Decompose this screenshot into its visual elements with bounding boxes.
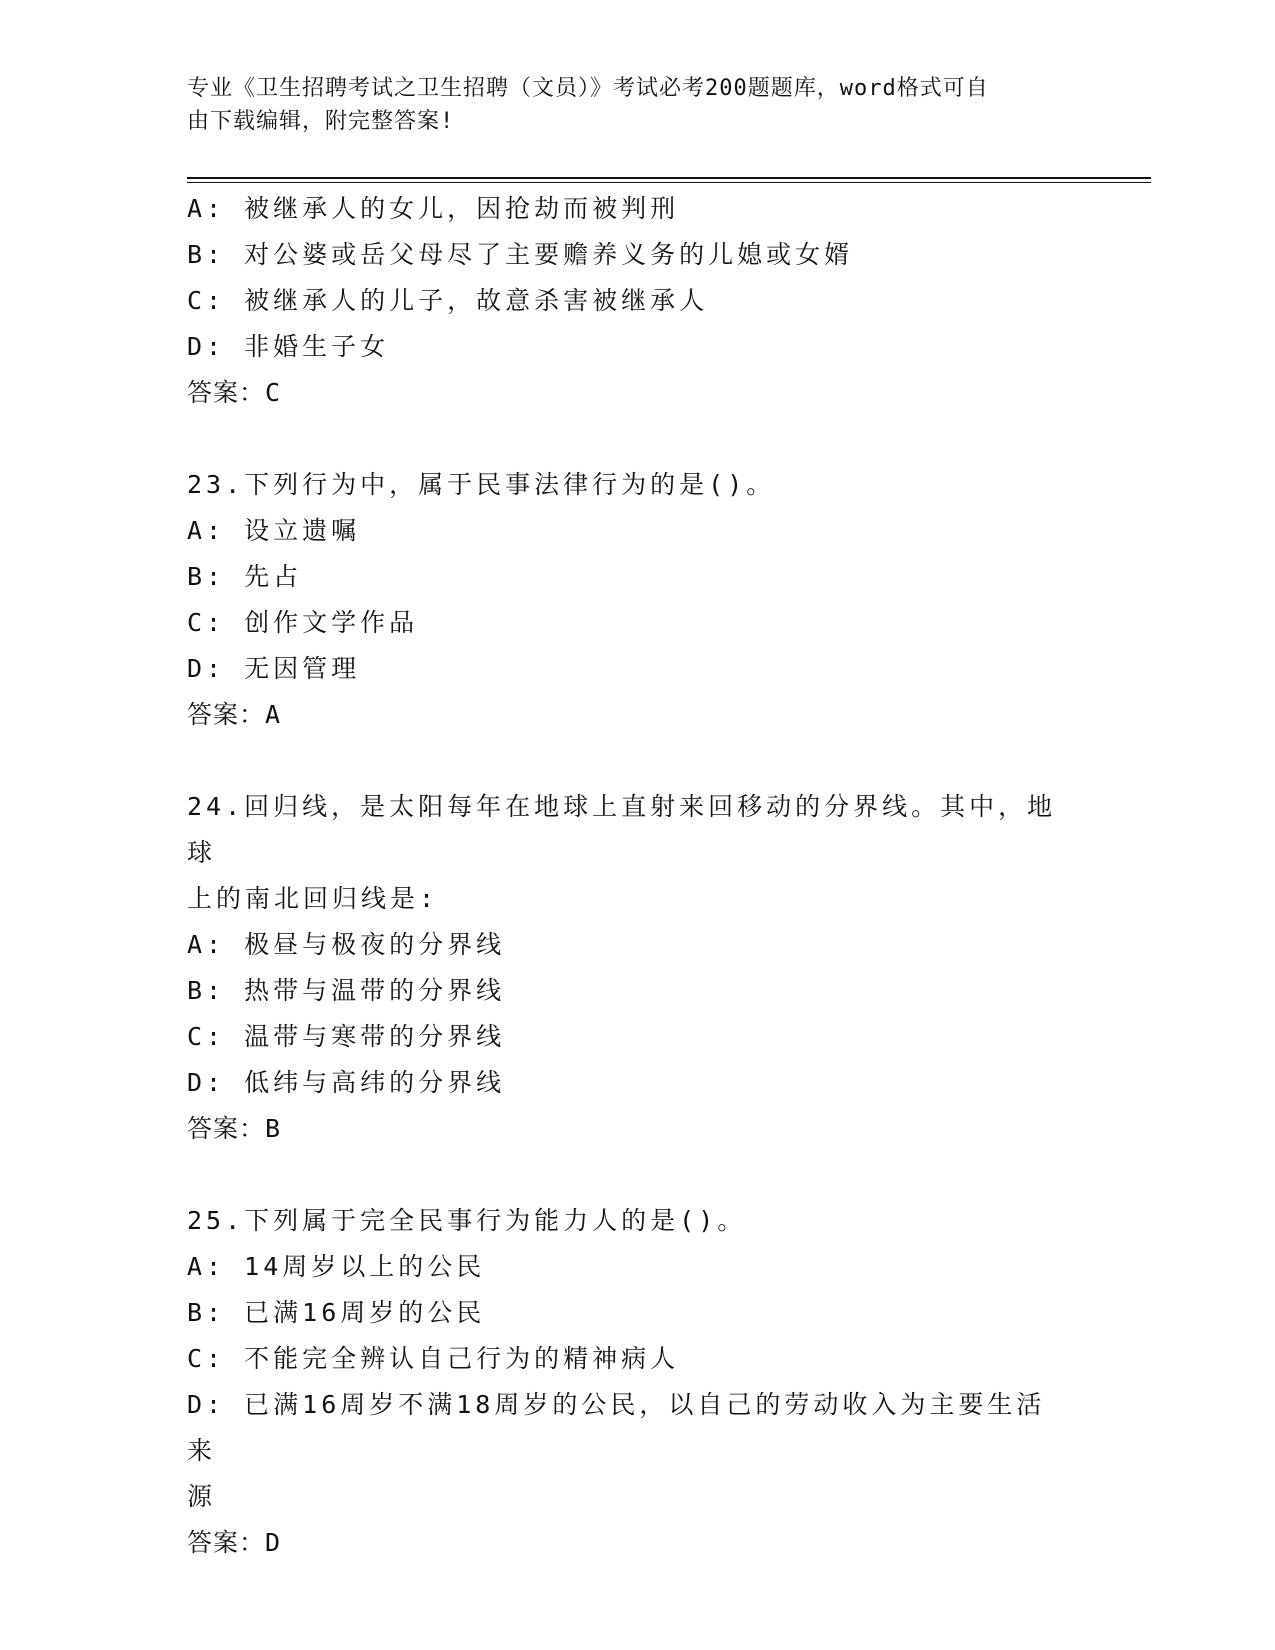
- question-23: [187, 462, 1067, 738]
- question-list: [187, 186, 1067, 1566]
- question-24: [187, 784, 1067, 1152]
- option-b: B: 热带与温带的分界线: [187, 976, 506, 1005]
- option-a: A: 设立遗嘱: [187, 516, 361, 545]
- option-d: D: 无因管理: [187, 654, 361, 683]
- option-a: A: 被继承人的女儿，因抢劫而被判刑: [187, 194, 680, 223]
- question-stem-line-2: 上的南北回归线是:: [187, 884, 439, 913]
- question-stem-line-1: 24.回归线，是太阳每年在地球上直射来回移动的分界线。其中，地球: [187, 792, 1057, 867]
- header-divider-thick: [187, 177, 1151, 179]
- option-c: C: 不能完全辨认自己行为的精神病人: [187, 1344, 680, 1373]
- header-divider-thin: [187, 182, 1151, 183]
- question-25: [187, 1198, 1067, 1566]
- option-b: B: 已满16周岁的公民: [187, 1298, 486, 1327]
- answer: 答案：B: [187, 1114, 282, 1143]
- answer: 答案：A: [187, 700, 282, 729]
- question-stem: 25.下列属于完全民事行为能力人的是()。: [187, 1206, 747, 1235]
- option-d: D: 低纬与高纬的分界线: [187, 1068, 506, 1097]
- header-line-1: 专业《卫生招聘考试之卫生招聘（文员）》考试必考200题题库，word格式可自: [187, 76, 989, 101]
- header-line-2: 由下载编辑，附完整答案!: [187, 109, 455, 134]
- question-stem: 23.下列行为中，属于民事法律行为的是()。: [187, 470, 776, 499]
- option-d-line-1: D: 已满16周岁不满18周岁的公民，以自己的劳动收入为主要生活来: [187, 1390, 1046, 1465]
- answer: 答案：D: [187, 1528, 282, 1557]
- option-b: B: 先占: [187, 562, 303, 591]
- option-b: B: 对公婆或岳父母尽了主要赡养义务的儿媳或女婿: [187, 240, 854, 269]
- question-22-continued: [187, 186, 1067, 416]
- document-header: [187, 72, 1067, 138]
- answer: 答案：C: [187, 378, 282, 407]
- option-d: D: 非婚生子女: [187, 332, 390, 361]
- option-a: A: 14周岁以上的公民: [187, 1252, 486, 1281]
- option-a: A: 极昼与极夜的分界线: [187, 930, 506, 959]
- option-c: C: 温带与寒带的分界线: [187, 1022, 506, 1051]
- option-c: C: 被继承人的儿子，故意杀害被继承人: [187, 286, 709, 315]
- option-c: C: 创作文学作品: [187, 608, 419, 637]
- option-d-line-2: 源: [187, 1482, 217, 1511]
